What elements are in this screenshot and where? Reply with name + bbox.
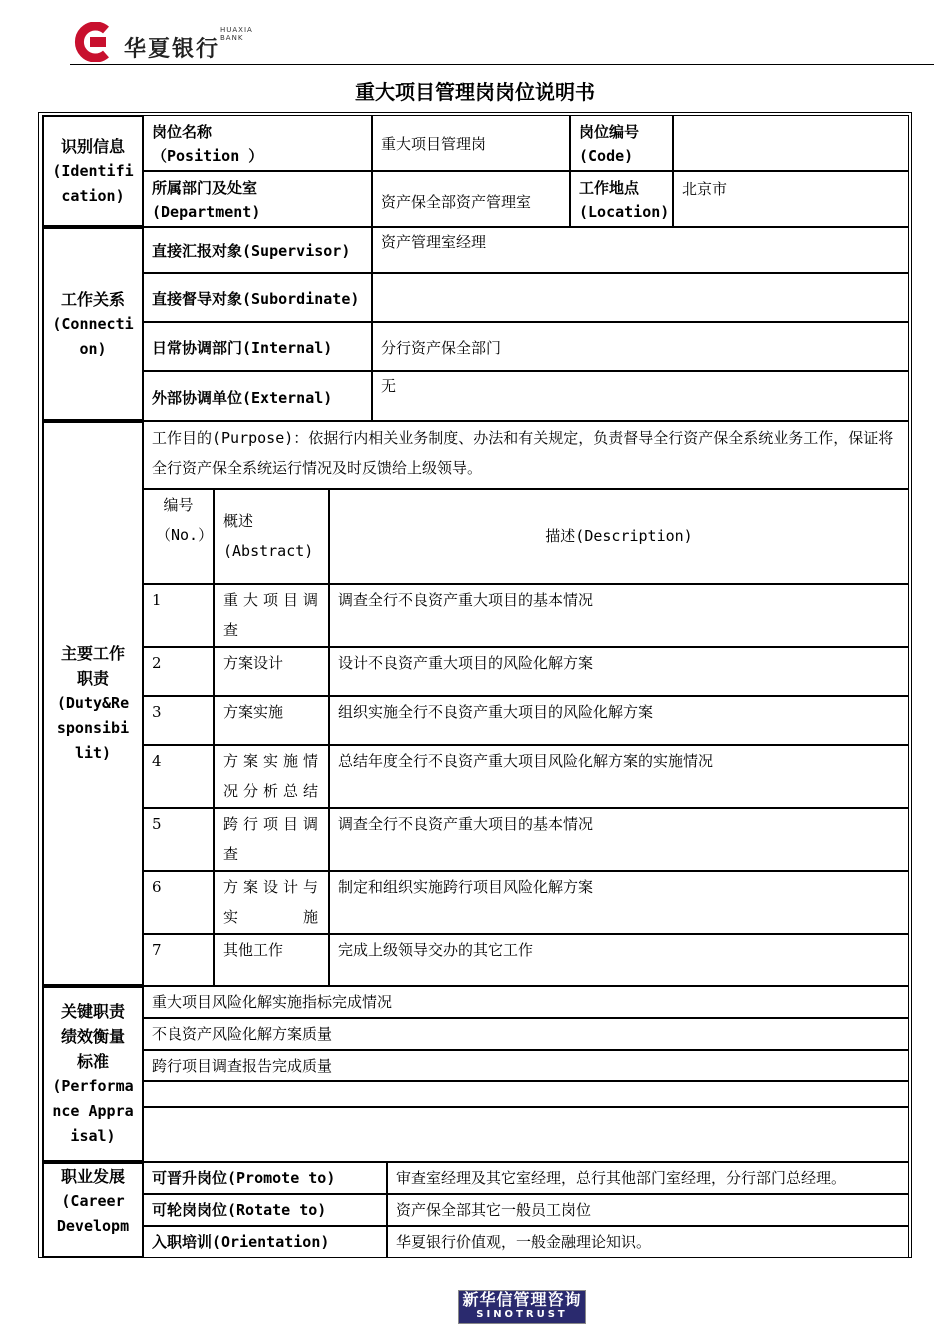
col-header-description-text: 描述(Description) (545, 527, 693, 545)
col-header-abstract-text: 概述(Abstract) (223, 512, 314, 560)
duty-abstract-text: 方案设计与实施 (223, 878, 320, 926)
performance-item-text: 跨行项目调查报告完成质量 (152, 1057, 333, 1075)
orientation-label-text: 入职培训(Orientation) (152, 1233, 330, 1251)
document-title: 重大项目管理岗岗位说明书 (355, 80, 595, 104)
duty-abstract-text: 跨行项目调查 (223, 815, 320, 863)
rotate-value-text: 资产保全部其它一般员工岗位 (396, 1201, 592, 1219)
external-label (143, 371, 372, 421)
section-title: 工作关系 (60, 289, 125, 309)
duty-abstract-4 (214, 745, 329, 808)
code-label-cn: 岗位编号 (579, 123, 640, 141)
duty-description-7 (329, 934, 909, 986)
duty-no-text: 5 (152, 815, 162, 833)
duty-no-3 (143, 696, 214, 745)
performance-item-5 (143, 1107, 909, 1162)
internal-label (143, 322, 372, 371)
department-value-text: 资产保全部资产管理室 (381, 193, 532, 211)
identification-section-label (42, 115, 143, 227)
promote-label (143, 1162, 387, 1194)
internal-value-text: 分行资产保全部门 (381, 339, 502, 357)
orientation-label (143, 1226, 387, 1258)
duty-abstract-1 (214, 584, 329, 647)
code-value (673, 115, 909, 171)
internal-value (372, 322, 909, 371)
duty-section-label (42, 421, 143, 986)
footer-name-cn: 新华信管理咨询 (462, 1290, 582, 1309)
bank-logo-icon (70, 22, 116, 62)
rotate-label (143, 1194, 387, 1226)
duty-no-5 (143, 808, 214, 871)
position-label-cn: 岗位名称 (152, 123, 213, 141)
duty-abstract-text: 方案实施 (223, 703, 284, 721)
section-title: 主要工作职责 (60, 644, 125, 688)
purpose-label: 工作目的(Purpose)： (152, 429, 309, 447)
duty-abstract-2 (214, 647, 329, 696)
section-title: 识别信息 (60, 136, 125, 156)
duty-abstract-text: 重大项目调查 (223, 591, 320, 639)
header-divider (70, 64, 934, 65)
duty-no-text: 4 (152, 752, 162, 770)
performance-item-4 (143, 1081, 909, 1107)
orientation-value (387, 1226, 909, 1258)
rotate-label-text: 可轮岗岗位(Rotate to) (152, 1201, 327, 1219)
duty-description-text: 完成上级领导交办的其它工作 (338, 941, 534, 959)
rotate-value (387, 1194, 909, 1226)
duty-no-4 (143, 745, 214, 808)
duty-no-text: 7 (152, 941, 162, 959)
duty-no-2 (143, 647, 214, 696)
performance-section-label (42, 986, 143, 1162)
duty-abstract-3 (214, 696, 329, 745)
supervisor-label-text: 直接汇报对象(Supervisor) (152, 242, 351, 260)
duty-no-text: 3 (152, 703, 162, 721)
duty-abstract-6 (214, 871, 329, 934)
code-label-en: (Code) (579, 147, 634, 165)
location-label-en: (Location) (579, 203, 670, 221)
position-label-en: （Position ） (152, 147, 264, 165)
duty-abstract-5 (214, 808, 329, 871)
duty-description-2 (329, 647, 909, 696)
position-label (143, 115, 372, 171)
duty-no-text: 2 (152, 654, 162, 672)
supervisor-value-text: 资产管理室经理 (381, 233, 487, 251)
brand-name-cn: 华夏银行 (124, 37, 221, 62)
subordinate-value (372, 273, 909, 322)
performance-item-2 (143, 1018, 909, 1050)
duty-description-6 (329, 871, 909, 934)
supervisor-label (143, 227, 372, 273)
section-title: 关键职责绩效衡量标准 (60, 1002, 125, 1071)
duty-description-text: 调查全行不良资产重大项目的基本情况 (338, 591, 594, 609)
department-label-cn: 所属部门及处室 (152, 179, 258, 197)
position-value (372, 115, 570, 171)
subordinate-label (143, 273, 372, 322)
purpose-cell (143, 421, 909, 489)
duty-no-7 (143, 934, 214, 986)
connection-section-label (42, 227, 143, 421)
sinotrust-logo (458, 1290, 586, 1324)
performance-item-1 (143, 986, 909, 1018)
duty-description-3 (329, 696, 909, 745)
supervisor-value (372, 227, 909, 273)
performance-item-3 (143, 1050, 909, 1081)
performance-item-text: 重大项目风险化解实施指标完成情况 (152, 993, 393, 1011)
duty-description-text: 调查全行不良资产重大项目的基本情况 (338, 815, 594, 833)
career-section-label (42, 1162, 143, 1258)
duty-description-5 (329, 808, 909, 871)
duty-no-text: 1 (152, 591, 162, 609)
orientation-value-text: 华夏银行价值观，一般金融理论知识。 (396, 1233, 652, 1251)
duty-abstract-text: 方案设计 (223, 654, 284, 672)
footer-name-en: SINOTRUST (476, 1309, 568, 1320)
external-value-text: 无 (381, 377, 397, 395)
promote-label-text: 可晋升岗位(Promote to) (152, 1169, 336, 1187)
section-title-en: (Duty&Responsibilit) (56, 694, 130, 762)
location-label (570, 171, 673, 227)
subordinate-label-text: 直接督导对象(Subordinate) (152, 290, 360, 308)
col-header-abstract (214, 489, 329, 584)
location-label-cn: 工作地点 (579, 179, 640, 197)
section-title-en: (Connection) (52, 314, 134, 358)
position-value-text: 重大项目管理岗 (381, 135, 487, 153)
duty-no-6 (143, 871, 214, 934)
location-value-text: 北京市 (682, 180, 728, 198)
brand-name-en: HUAXIA BANK (220, 26, 253, 42)
section-title-en: (Career Developm (56, 1192, 130, 1235)
purpose-text: 依据行内相关业务制度、办法和有关规定，负责督导全行资产保全系统业务工作，保证将全行资产保全系统运行情况及时反馈给上级领导。 (152, 429, 894, 477)
section-title-en: (Performance Appraisal) (52, 1077, 134, 1145)
duty-description-1 (329, 584, 909, 647)
internal-label-text: 日常协调部门(Internal) (152, 339, 333, 357)
duty-abstract-text: 其他工作 (223, 941, 284, 959)
duty-description-text: 设计不良资产重大项目的风险化解方案 (338, 654, 594, 672)
huaxia-bank-logo (70, 22, 270, 64)
duty-description-text: 制定和组织实施跨行项目风险化解方案 (338, 878, 594, 896)
promote-value-text: 审查室经理及其它室经理，总行其他部门室经理，分行部门总经理。 (396, 1169, 847, 1187)
code-label (570, 115, 673, 171)
section-title-en: (Identification) (52, 161, 134, 205)
department-value (372, 171, 570, 227)
col-header-description (329, 489, 909, 584)
duty-description-4 (329, 745, 909, 808)
duty-description-text: 组织实施全行不良资产重大项目的风险化解方案 (338, 703, 654, 721)
duty-no-1 (143, 584, 214, 647)
duty-description-text: 总结年度全行不良资产重大项目风险化解方案的实施情况 (338, 752, 714, 770)
external-value (372, 371, 909, 421)
duty-abstract-7 (214, 934, 329, 986)
duty-no-text: 6 (152, 878, 162, 896)
col-header-no-text: 编号（No.） (156, 496, 214, 544)
section-title: 职业发展 (60, 1167, 125, 1186)
department-label (143, 171, 372, 227)
location-value (673, 171, 909, 227)
duty-abstract-text: 方案实施情况分析总结 (223, 752, 320, 800)
promote-value (387, 1162, 909, 1194)
department-label-en: (Department) (152, 203, 261, 221)
col-header-no (143, 489, 214, 584)
performance-item-text: 不良资产风险化解方案质量 (152, 1025, 333, 1043)
external-label-text: 外部协调单位(External) (152, 389, 333, 407)
